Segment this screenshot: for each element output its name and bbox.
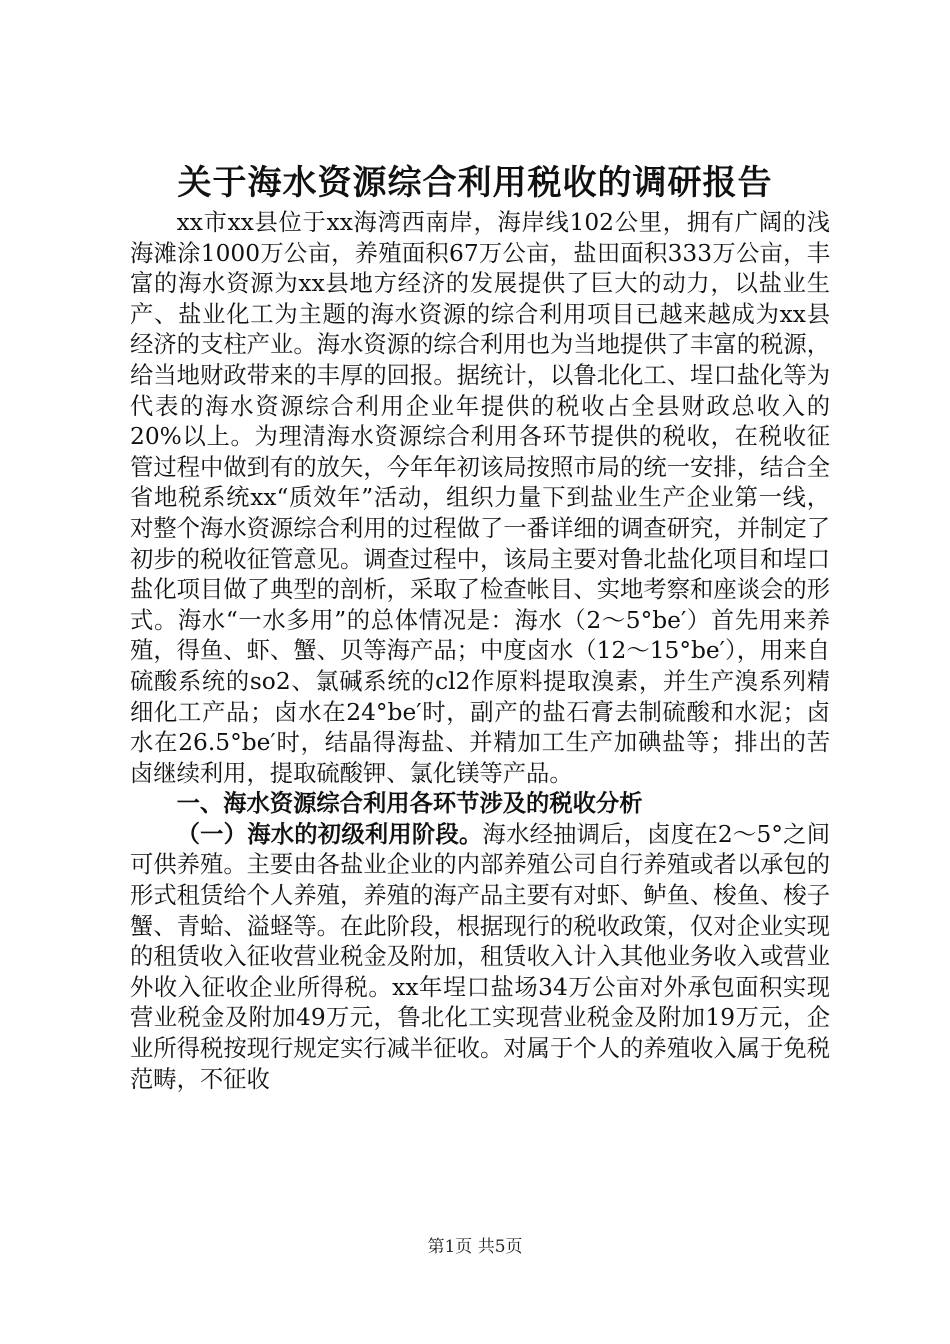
section-heading: 一、海水资源综合利用各环节涉及的税收分析 <box>176 790 643 818</box>
page-footer: 第1页 共5页 <box>427 1237 523 1257</box>
intro-paragraph: xx市xx县位于xx海湾西南岸，海岸线102公里，拥有广阔的浅海滩涂1000万公亩，养殖面积67万公亩，盐田面积333万公亩，丰富的海水资源为xx县地方经济的发展提供了巨大的动力，以盐业生产、盐业化工为主题的海水资源的综合利用项目已越来越成为xx县经济的支柱产业。海水资源的综合利用也为当地提供了丰富的税源，给当地财政带来的丰厚的回报。据统计，以鲁北化工、埕口盐化等为代表的海水资源综合利用企业年提供的税收占全县财政总收入的20%以上。为理清海水资源综合利用各环节提供的税收，在税收征管过程中做到有的放矢，今年年初该局按照市局的统一安排，结合全省地税系统xx“质效年”活动，组织力量下到盐业生产企业第一线，对整个海水资源综合利用的过程做了一番详细的调查研究，并制定了初步的税收征管意见。调查过程中，该局主要对鲁北盐化项目和埕口盐化项目做了典型的剖析，采取了检查帐目、实地考察和座谈会的形式。海水“一水多用”的总体情况是：海水（2～5°be′）首先用来养殖，得鱼、虾、蟹、贝等海产品；中度卤水（12～15°be′），用来自硫酸系统的so2、氯碱系统的cl2作原料提取溴素，并生产溴系列精细化工产品；卤水在24°be′时，副产的盐石膏去制硫酸和水泥；卤水在26.5°be′时，结晶得海盐、并精加工生产加碘盐等；排出的苦卤继续利用，提取硫酸钾、氯化镁等产品。 <box>130 209 830 787</box>
subsection-heading: （一）海水的初级利用阶段。 <box>176 820 483 848</box>
subsection-text: 海水经抽调后，卤度在2～5°之间可供养殖。主要由各盐业企业的内部养殖公司自行养殖或者以承包的形式租赁给个人养殖，养殖的海产品主要有对虾、鲈鱼、梭鱼、梭子蟹、青蛤、溢蛏等。在此阶段，根据现行的税收政策，仅对企业实现的租赁收入征收营业税金及附加，租赁收入计入其他业务收入或营业外收入征收企业所得税。xx年埕口盐场34万公亩对外承包面积实现营业税金及附加49万元，鲁北化工实现营业税金及附加19万元，企业所得税按现行规定实行减半征收。对属于个人的养殖收入属于免税范畴，不征收 <box>130 820 830 1093</box>
document-body <box>130 208 830 1095</box>
document-title: 关于海水资源综合利用税收的调研报告 <box>177 163 773 203</box>
subsection-paragraph <box>130 820 830 1095</box>
